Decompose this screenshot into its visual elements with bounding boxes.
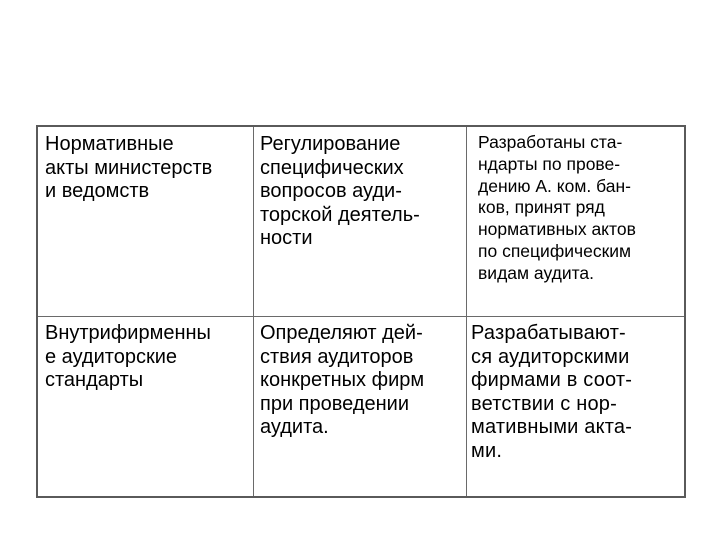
column-divider-2 xyxy=(466,127,467,496)
row-2-col-2-cell: Определяют дей- ствия аудиторов конкретных фирм при проведении аудита. xyxy=(260,322,425,438)
row-1-col-2-cell: Регулирование специфических вопросов ауди- торской деятель- ности xyxy=(260,133,420,249)
row-1-col-1-cell: Нормативные акты министерств и ведомств xyxy=(45,133,213,202)
row-2-col-1-cell: Внутрифирменны е аудиторские стандарты xyxy=(45,322,211,391)
column-divider-1 xyxy=(253,127,254,496)
row-2-col-3-cell: Разрабатывают- ся аудиторскими фирмами в соот- ветствии с нор- мативными акта- ми. xyxy=(471,322,633,462)
standards-table xyxy=(36,125,686,498)
row-divider xyxy=(38,316,684,317)
row-1-col-3-cell: Разработаны ста- ндарты по прове- дению А. ком. бан- ков, принят ряд нормативных актов по специфическим видам аудита. xyxy=(478,132,636,283)
